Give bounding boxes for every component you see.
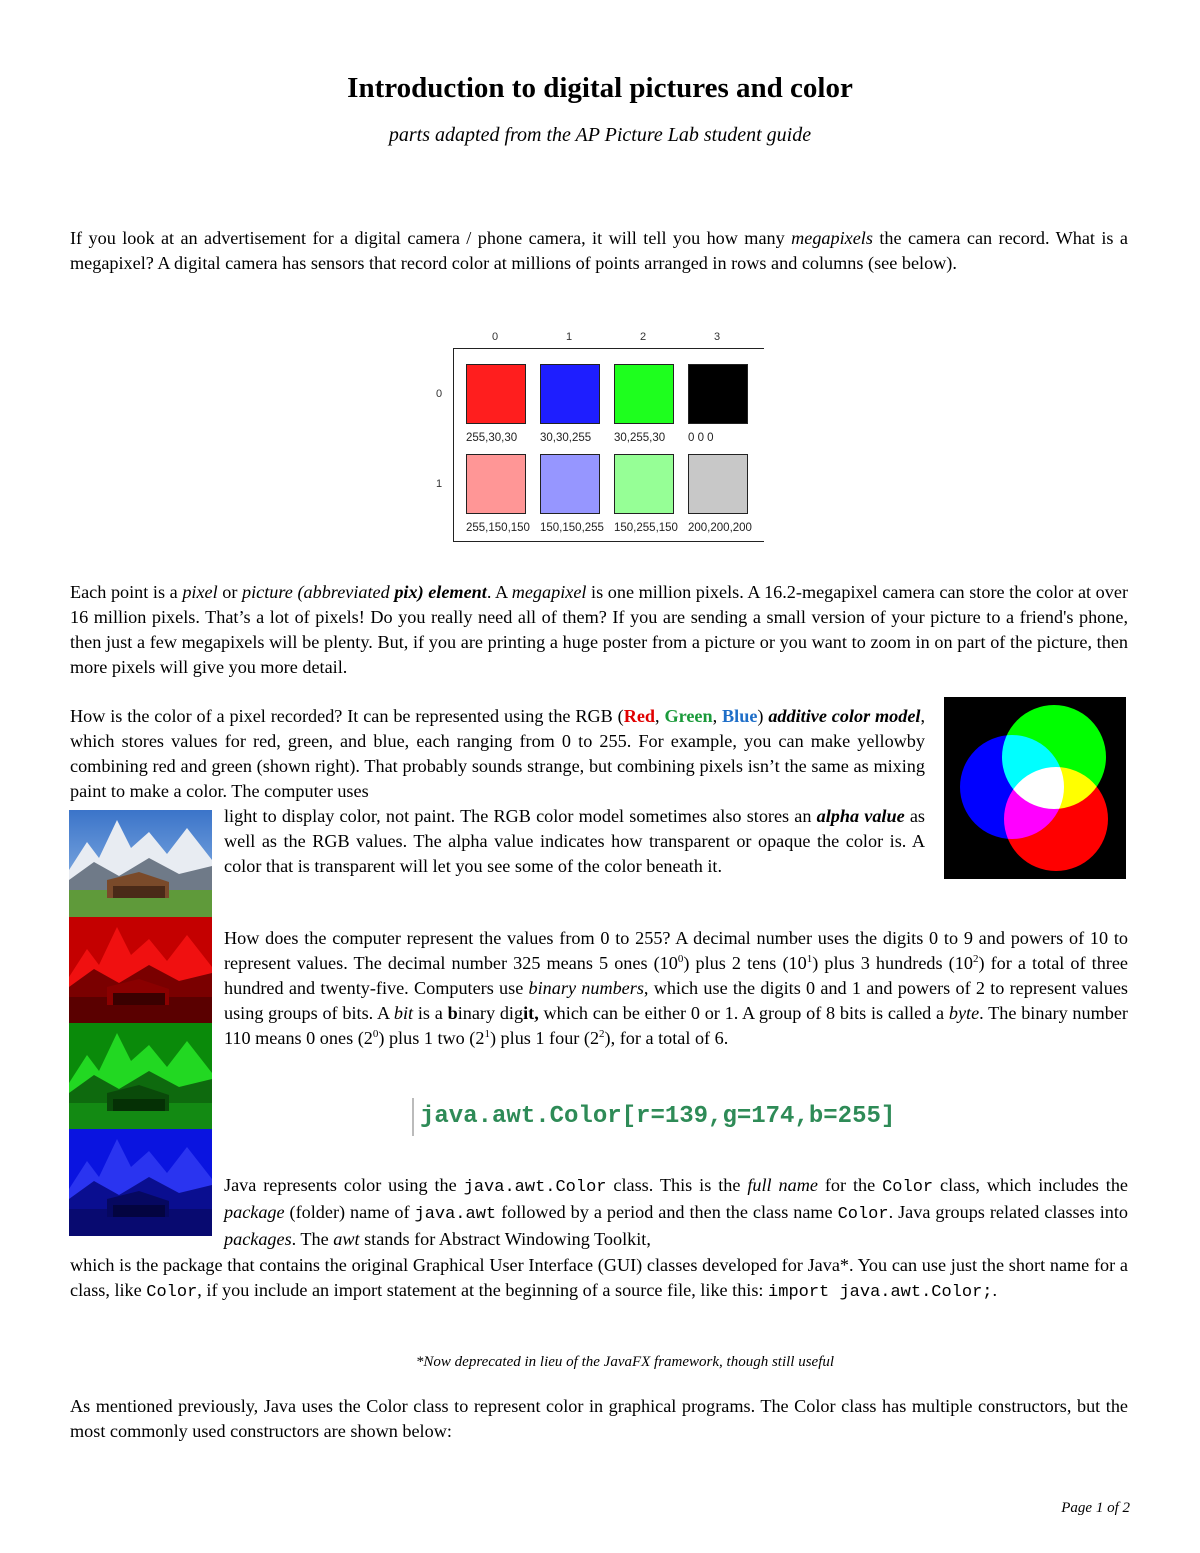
sup-2: 1: [806, 952, 813, 965]
sup-5: 1: [484, 1027, 490, 1040]
pixel-swatch: [540, 454, 600, 514]
pixel-text-3: picture (abbreviated: [242, 582, 395, 602]
pixel-rgb-label: 255,150,150: [466, 522, 530, 534]
code-color-2: Color: [837, 1205, 889, 1224]
java-paragraph-continued: [70, 1253, 1128, 1305]
alpha-term: alpha value: [816, 806, 905, 826]
pixel-swatch: [614, 364, 674, 424]
binary-text-4: ) for a total of three hundred and twenty-five. Computers use: [224, 953, 1128, 998]
rgb-paragraph-continued: [224, 804, 925, 879]
full-name-term: full name: [747, 1175, 818, 1195]
java-text-5: (folder) name of: [284, 1202, 415, 1222]
grid-col-label: 2: [640, 331, 647, 343]
footnote: *Now deprecated in lieu of the JavaFX framework, though still useful: [415, 1354, 835, 1370]
bit-it: it,: [523, 1003, 539, 1023]
pixel-text-1: Each point is a: [70, 582, 183, 602]
megapixel-term: megapixel: [511, 582, 587, 602]
java-text-3: for the: [817, 1175, 883, 1195]
pixel-rgb-label: 200,200,200: [688, 522, 752, 534]
rgb-text-5: as well as the RGB values. The alpha value indicates how transparent or opaque the color is. A color that is transparent will let you see some of the color beneath it.: [224, 806, 925, 876]
grid-col-label: 3: [714, 331, 721, 343]
code-color-3: Color: [146, 1283, 198, 1302]
intro-paragraph: [70, 226, 1128, 276]
page-title: Introduction to digital pictures and color: [347, 72, 853, 104]
closing-paragraph: As mentioned previously, Java uses the Color class to represent color in graphical programs. The Color class has multiple constructors, but the most commonly used constructors are shown below:: [70, 1396, 1128, 1441]
java-text-6: followed by a period and then the class name: [496, 1202, 838, 1222]
pixel-text-2: or: [217, 582, 243, 602]
pixel-swatch: [466, 454, 526, 514]
pixel-rgb-label: 255,30,30: [466, 432, 518, 444]
binary-paragraph: [224, 926, 1128, 1051]
element-term: ) element: [417, 582, 487, 602]
intro-text-2: the camera can record. What is a megapixel? A digital camera has sensors that record color at millions of points arranged in rows and columns (see below).: [70, 228, 1128, 273]
java-text-11: , if you include an import statement at the beginning of a source file, like this:: [197, 1280, 769, 1300]
rgb-text-2: ): [757, 706, 769, 726]
java-paragraph: [224, 1173, 1128, 1252]
rgb-sep-2: ,: [712, 706, 723, 726]
photo-blue-channel: [69, 1129, 212, 1236]
pixel-text-4: . A: [486, 582, 512, 602]
binary-text-2: ) plus 2 tens (10: [683, 953, 807, 973]
photo-red-channel: [69, 917, 212, 1023]
package-term: package: [224, 1202, 285, 1222]
channel-photos-svg: [69, 810, 212, 1236]
binary-numbers-term: binary numbers: [528, 978, 644, 998]
java-text-7: . Java groups related classes into: [888, 1202, 1129, 1222]
sup-4: 0: [372, 1027, 379, 1040]
binary-text-7: inary dig: [457, 1003, 524, 1023]
page-subtitle: parts adapted from the AP Picture Lab student guide: [388, 124, 812, 146]
intro-megapixels: megapixels: [791, 228, 873, 248]
binary-text-6: is a: [413, 1003, 448, 1023]
awt-term: awt: [333, 1229, 360, 1249]
grid-row-label: 1: [436, 478, 443, 490]
pixel-swatch: [688, 454, 748, 514]
pixel-rgb-label: 150,255,150: [614, 522, 678, 534]
binary-text-11: ) plus 1 four (2: [489, 1028, 600, 1048]
java-text-10: which is the package that contains the original Graphical User Interface (GUI) classes developed for Java*. You can use just the short name for a class, like: [70, 1255, 1128, 1300]
sup-1: 0: [677, 952, 684, 965]
color-tostring-example: java.awt.Color[r=139,g=174,b=255]: [412, 1098, 895, 1136]
java-text-1: Java represents color using the: [224, 1175, 464, 1195]
byte-term: byte: [948, 1003, 980, 1023]
additive-model-term: additive color model: [768, 706, 921, 726]
java-text-2: class. This is the: [606, 1175, 748, 1195]
code-java-awt: java.awt: [414, 1205, 497, 1224]
java-text-9: stands for Abstract Windowing Toolkit,: [359, 1229, 651, 1249]
pixel-rgb-label: 150,150,255: [540, 522, 604, 534]
grid-col-label: 1: [566, 331, 573, 343]
rgb-venn-image: [944, 697, 1126, 879]
pixel-rgb-label: 30,255,30: [614, 432, 666, 444]
grid-row-label: 0: [436, 388, 443, 400]
packages-term: packages: [224, 1229, 292, 1249]
binary-text-8: which can be either 0 or 1. A group of 8 bits is called a: [538, 1003, 949, 1023]
binary-text-10: ) plus 1 two (2: [378, 1028, 485, 1048]
intro-text-1: If you look at an advertisement for a digital camera / phone camera, it will tell you how many: [70, 228, 792, 248]
rgb-red-label: Red: [623, 706, 656, 726]
pixel-swatch: [466, 364, 526, 424]
photo-green-channel: [69, 1023, 212, 1129]
pixel-term: pixel: [182, 582, 218, 602]
rgb-blue-label: Blue: [722, 706, 758, 726]
color-channel-photos: [69, 810, 212, 1236]
red-circle: [1004, 767, 1108, 871]
rgb-sep-1: ,: [655, 706, 665, 726]
pixel-swatch: [540, 364, 600, 424]
binary-text-1: How does the computer represent the values from 0 to 255? A decimal number uses the digits 0 to 9 and powers of 10 to represent values. The decimal number 325 means 5 ones (10: [224, 928, 1128, 973]
code-java-awt-color: java.awt.Color: [463, 1178, 607, 1197]
binary-text-3: ) plus 3 hundreds (10: [812, 953, 973, 973]
binary-text-9: . The binary number 110 means 0 ones (2: [224, 1003, 1128, 1048]
sup-6: 2: [599, 1027, 605, 1040]
pixel-text-5: is one million pixels. A 16.2-megapixel camera can store the color at over 16 million pixels. That’s a lot of pixels! Do you really need all of them? If you are sending a small version of your picture to a friend's phone, then just a few megapixels will be plenty. But, if you are printing a huge poster from a picture or you want to zoom in on part of the picture, then more pixels will give you more detail.: [70, 582, 1128, 677]
rgb-text-3: , which stores values for red, green, and blue, each ranging from 0 to 255. For example, you can make yellowby combining red and green (shown right). That probably sounds strange, but combining pixels isn’t the same as mixing paint to make a color. The computer uses: [70, 706, 926, 801]
java-text-4: class, which includes the: [933, 1175, 1128, 1195]
rgb-paragraph: [70, 704, 925, 804]
pixel-paragraph: [70, 580, 1128, 680]
pixel-swatch: [688, 364, 748, 424]
sup-3: 2: [972, 952, 979, 965]
bit-b: b: [447, 1003, 458, 1023]
rgb-green-label: Green: [664, 706, 713, 726]
binary-text-5: , which use the digits 0 and 1 and powers of 2 to represent values using groups of bits. A: [224, 978, 1128, 1023]
pixel-swatch: [614, 454, 674, 514]
bit-term: bit: [393, 1003, 414, 1023]
binary-text-12: ), for a total of 6.: [604, 1028, 729, 1048]
rgb-text-4: light to display color, not paint. The RGB color model sometimes also stores an: [224, 806, 817, 826]
java-text-8: . The: [291, 1229, 334, 1249]
page-number: Page 1 of 2: [1061, 1500, 1130, 1516]
pixel-rgb-label: 30,30,255: [540, 432, 592, 444]
code-import-statement: import java.awt.Color;: [768, 1283, 993, 1302]
pix-term: pix: [394, 582, 418, 602]
rgb-text-1: How is the color of a pixel recorded? It can be represented using the RGB (: [70, 706, 624, 726]
java-text-12: .: [992, 1280, 998, 1300]
code-color-1: Color: [882, 1178, 934, 1197]
photo-natural: [69, 810, 212, 917]
rgb-venn-svg: [944, 697, 1126, 879]
pixel-grid-figure: [420, 328, 780, 548]
pixel-rgb-label: 0 0 0: [688, 432, 714, 444]
grid-col-label: 0: [492, 331, 499, 343]
